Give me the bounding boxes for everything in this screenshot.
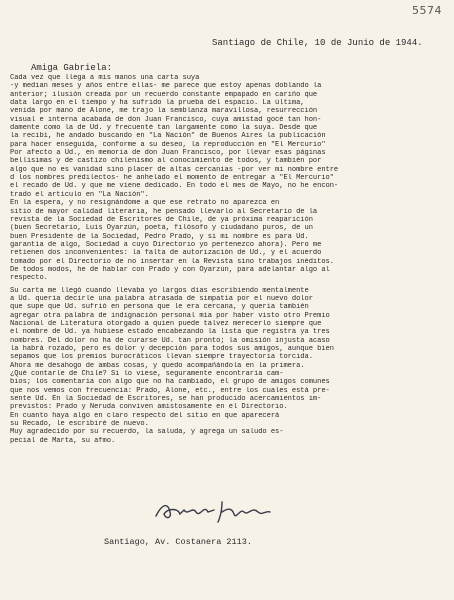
letter-line: algo que no es vanidad sino placer de altas cercanías -por ver mi nombre entre xyxy=(10,165,339,174)
letter-line: Cada vez que llega a mis manos una carta suya xyxy=(10,74,200,82)
letter-line: previstos: Prado y Neruda conviven amistosamente en el Directorio. xyxy=(10,403,288,412)
letter-line: agregar otra palabra de indignación personal mía por haber visto otro Premio xyxy=(10,311,330,320)
letter-line: visual e interna acabada de don Juan Francisco, cuya amistad gocé tan hon- xyxy=(10,115,322,124)
letter-line: bios; los comentaría con algo que no ha cambiado, el grupo de amigos comunes xyxy=(10,378,330,387)
letter-line: sepamos que los premios burocráticos llevan siempre trayectoria torcida. xyxy=(10,353,313,362)
letter-line: a Ud. quería decirle una palabra atrasada de simpatía por el nuevo dolor xyxy=(10,294,313,303)
letter-line: sente Ud. En la Sociedad de Escritores, se han producido acercamientos im- xyxy=(10,395,322,404)
letter-line: tomado por el Directorio de no insertar en la Revista sino trabajos inéditos. xyxy=(10,257,334,266)
letter-line: damente como la de Ud. y frecuenté tan largamente como la suya. Desde que xyxy=(10,124,318,133)
letter-line: buen Presidente de la Sociedad, Pedro Prado, y si mi nombre es para Ud. xyxy=(10,232,309,241)
letter-line: bellísimas y de castizo chilenismo al conocimiento de todos, y también por xyxy=(10,157,322,166)
letter-line: En la espera, y no resignándome a que ese retrato no aparezca en xyxy=(10,199,280,208)
archive-number: 5574 xyxy=(412,4,442,17)
letter-line: En cuanto haya algo en claro respecto del sitio en que aparecerá xyxy=(10,411,280,420)
letter-line: garantía de algo, Sociedad a cuyo Directorio yo pertenezco ahora). Pero me xyxy=(10,240,322,249)
letter-line: Su carta me llegó cuando llevaba yo largos días escribiendo mentalmente xyxy=(10,286,309,295)
sender-address: Santiago, Av. Costanera 2113. xyxy=(104,537,252,547)
letter-greeting: Amiga Gabriela: xyxy=(31,63,113,73)
handwritten-signature xyxy=(148,498,298,524)
letter-date: Santiago de Chile, 10 de Junio de 1944. xyxy=(212,38,423,48)
letter-line: para hacer enseguida, conforme a su deseo, la reproducción en "El Mercurio" xyxy=(10,140,326,149)
letter-line: que nos vemos con frecuencia: Prado, Alone, etc., entre los cuales está pre- xyxy=(10,386,330,395)
letter-line: Ahora me desahogo de ambas cosas, y quedo acompañándola en la primera. xyxy=(10,361,305,370)
letter-line: retienen dos inconvenientes: la falta de autorización de Ud., y el acuerdo xyxy=(10,249,322,258)
letter-line: anterior; ilusión creada por un recuerdo constante empapado en cariño que xyxy=(10,90,318,99)
letter-line: ¿Qué contarle de Chile? Si lo viese, seguramente encontraría cam- xyxy=(10,370,284,379)
letter-line: sitio de mayor calidad literaria, he pensado llevarlo al Secretario de la xyxy=(10,207,318,216)
letter-line: -y median meses y años entre ellas- me parece que estoy apenas doblando la xyxy=(10,82,322,91)
letter-line: nombres. Del dolor no ha de curarse Ud. tan pronto; la omisión injusta acaso xyxy=(10,336,330,345)
letter-line: la habrá rozado, pero es dolor y decepción para todos sus amigos, aunque bien xyxy=(10,345,334,353)
letter-line: pecial de Marta, su afmo. xyxy=(10,436,116,445)
letter-line: (buen Secretario, Luis Oyarzún, poeta, filósofo y ciudadano puros, de un xyxy=(10,224,313,233)
letter-line: el recado de Ud. y que me viene dedicado. En todo el mes de Mayo, no he encon- xyxy=(10,182,339,191)
letter-line: Por afecto a Ud., en memoria de don Juan Francisco, por llevar esas páginas xyxy=(10,149,326,158)
letter-body xyxy=(10,74,446,445)
letter-line: d los nombres predilectos- he anhelado el momento de entregar a "El Mercurio" xyxy=(10,174,334,183)
letter-line: que supe que Ud. sufrió en persona que le era cercana, y quería también xyxy=(10,303,309,312)
letter-line: Muy agradecido por su recuerdo, la saluda, y agrega un saludo es- xyxy=(10,428,284,437)
letter-line: trado el artículo en "La Nación". xyxy=(10,190,149,199)
letter-line: su Recado, le escribiré de nuevo. xyxy=(10,420,149,429)
letter-line: data largo en el tiempo y ha sufrido la prueba del espacio. La última, xyxy=(10,99,305,108)
letter-line: el nombre de Ud. ya hubiese estado encabezando la lista que registra ya tres xyxy=(10,328,330,337)
letter-line: venida por mano de Alone, me trajo la semblanza maravillosa, resurrección xyxy=(10,107,318,116)
letter-line: respecto. xyxy=(10,274,48,283)
letter-line: la recibí, he andado buscando en "La Nación" de Buenos Aires la publicación xyxy=(10,132,326,141)
letter-line: De todos modos, he de hablar con Prado y con Oyarzún, para adelantar algo al xyxy=(10,265,330,274)
letter-line: Nacional de Literatura otorgado a quien puede talvez merecerlo siempre que xyxy=(10,319,322,328)
letter-line: revista de la Sociedad de Escritores de Chile, de ya próxima reaparición xyxy=(10,215,313,224)
